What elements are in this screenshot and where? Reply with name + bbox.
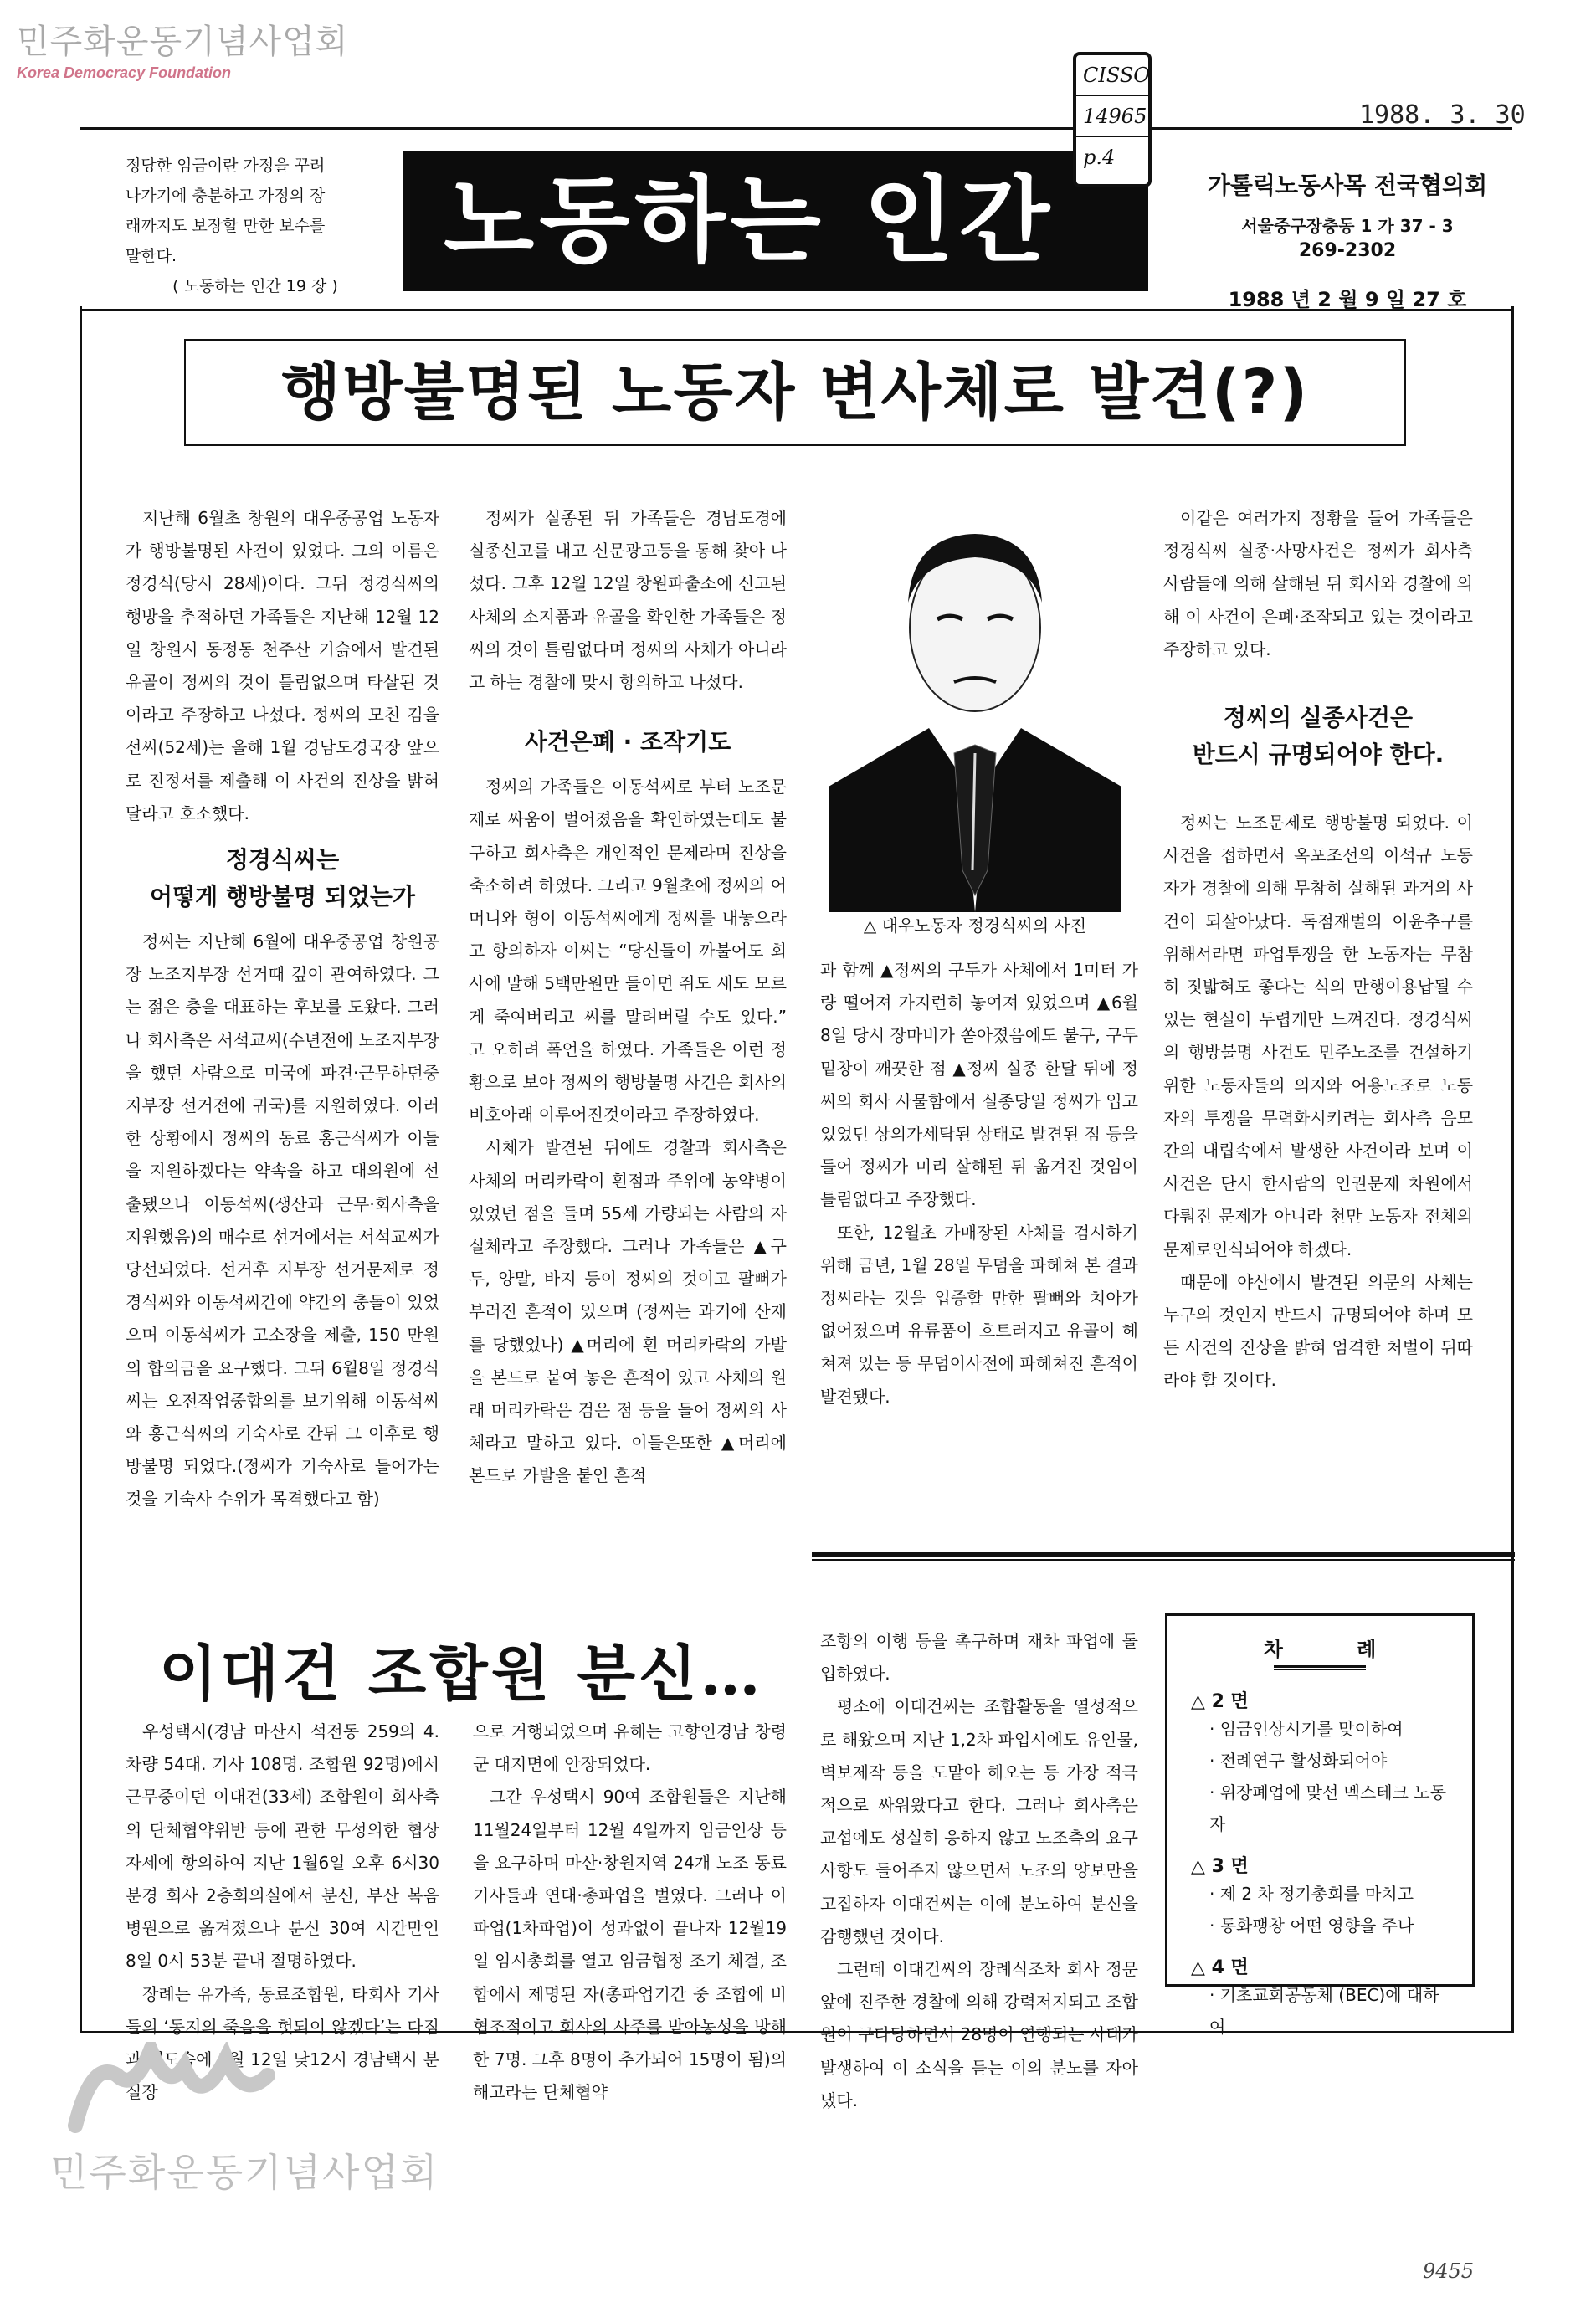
paragraph: 과 함께 ▲정씨의 구두가 사체에서 1미터 가량 떨어져 가지런히 놓여져 있었으며 ▲6월8일 당시 장마비가 쏟아졌음에도 불구, 구두밑창이 깨끗한 점 ▲정씨 실종 한달 뒤에 정씨의 회사 사물함에서 실종당일 정씨가 입고 있었던 상의가세탁된 상태로 발견된 점 등을 들어 정씨가 미리 살해된 뒤 옮겨진 것임이 틀림없다고 주장했다.: [820, 960, 1138, 1210]
publisher-address: 서울중구장충동 1 가 37 - 3: [1241, 216, 1454, 236]
article2-column-2: [473, 1716, 787, 2109]
stamp-line: p.4: [1083, 146, 1116, 169]
watermark-figure-icon: [59, 2042, 293, 2142]
stamp-line: CISSO: [1076, 55, 1148, 96]
date-stamp: 1988. 3. 30: [1359, 100, 1526, 130]
newspaper-title: 노동하는 인간: [403, 151, 1148, 291]
main-headline: 행방불명된 노동자 변사체로 발견(?): [184, 339, 1406, 446]
subheading-line: 반드시 규명되어야 한다.: [1192, 741, 1445, 769]
subheading: [126, 842, 439, 915]
masthead-motto: [126, 151, 385, 301]
watermark-figure: [59, 2042, 293, 2146]
publisher-name: 가톨릭노동사목 전국협의회: [1207, 172, 1488, 199]
watermark-org-en: Korea Democracy Foundation: [17, 64, 232, 81]
paragraph: 때문에 야산에서 발견된 의문의 사체는 누구의 것인지 반드시 규명되어야 하며 모든 사건의 진상을 밝혀 엄격한 처벌이 뒤따라야 할 것이다.: [1163, 1271, 1473, 1391]
toc-item: · 임금인상시기를 맞이하여: [1209, 1719, 1404, 1739]
paragraph: 정씨는 노조문제로 행방불명 되었다. 이 사건을 접하면서 옥포조선의 이석규 노동자가 경찰에 의해 무참히 살해된 과거의 사건이 되살아났다. 독점재벌의 이윤추구를 위해서라면 파업투쟁을 한 노동자는 무참히 짓밟혀도 좋다는 식의 만행이용납될 수 있는 현실이 두렵게만 느껴진다. 정경식씨의 행방불명 사건도 민주노조를 건설하기 위한 노동자들의 의지와 어용노조로 노동자의 투쟁을 무력화시키려는 회사측 음모간의 대립속에서 발생한 사건이라 보며 이 사건은 단시 한사람의 인권문제 차원에서 다뤄진 문제가 아니라 천만 노동자 전체의 문제로인식되어야 하겠다.: [1163, 813, 1473, 1259]
publisher-phone: 269-2302: [1298, 240, 1397, 261]
stamp-line: 14965: [1076, 96, 1148, 137]
motto-line: 말한다.: [126, 247, 177, 265]
photo-caption: △ 대우노동자 정경식씨의 사진: [863, 915, 1087, 936]
paragraph: 이같은 여러가지 정황을 들어 가족들은 정경식씨 실종·사망사건은 정씨가 회사측 사람들에 의해 살해된 뒤 회사와 경찰에 의해 이 사건이 은폐·조작되고 있는 것이라고 주장하고 있다.: [1163, 508, 1473, 659]
publisher-info: [1188, 167, 1506, 312]
article1-column-4: [1163, 502, 1473, 1398]
subheading-line: 어떻게 행방불명 되었는가: [149, 883, 416, 911]
toc-item: · 전례연구 활성화되어야: [1209, 1751, 1388, 1771]
motto-line: 래까지도 보장할 만한 보수를: [126, 217, 326, 235]
paragraph: 우성택시(경남 마산시 석전동 259의 4. 차량 54대. 기사 108명. 조합원 92명)에서 근무중이던 이대건(33세) 조합원이 회사측의 단체협약위반 등에 관한 무성의한 협상자세에 항의하여 지난 1월6일 오후 6시30분경 회사 2층회의실에서 분신, 부산 복음병원으로 옮겨졌으나 분신 30여 시간만인 8일 0시 53분 끝내 절명하였다.: [126, 1721, 439, 1972]
paragraph: 지난해 6월초 창원의 대우중공업 노동자가 행방불명된 사건이 있었다. 그의 이름은 정경식(당시 28세)이다. 그뒤 정경식씨의 행방을 추적하던 가족들은 지난해 12월 12일 창원시 동정동 천주산 기슭에서 발견된 유골이 정씨의 것이 틀림없으며 타살된 것이라고 주장하고 나섰다. 정씨의 모친 김을선씨(52세)는 올해 1월 경남도경국장 앞으로 진정서를 제출해 이 사건의 진상을 밝혀달라고 호소했다.: [126, 508, 439, 823]
archive-stamp: [1073, 52, 1152, 187]
paragraph: 정씨가 실종된 뒤 가족들은 경남도경에 실종신고를 내고 신문광고등을 통해 찾아 나섰다. 그후 12월 12일 창원파출소에 신고된 사체의 소지품과 유골을 확인한 가족들은 정씨의 것이 틀림없다며 정씨의 사체가 아니라고 하는 경찰에 맞서 항의하고 나섰다.: [469, 508, 787, 693]
table-of-contents: [1165, 1613, 1475, 2037]
paragraph: 평소에 이대건씨는 조합활동을 열성적으로 해왔으며 지난 1,2차 파업시에도 유인물, 벽보제작 등을 도맡아 해오는 등 가장 적극적으로 싸워왔다고 한다. 그러나 회사측은 교섭에도 성실히 응하지 않고 노조측의 요구사항도 들어주지 않으면서 노조의 양보만을 고집하자 이대건씨는 이에 분노하여 분신을 감행했던 것이다.: [820, 1696, 1138, 1946]
paragraph: 또한, 12월초 가매장된 사체를 검시하기 위해 금년, 1월 28일 무덤을 파헤쳐 본 결과 정씨라는 것을 입증할 만한 팔뻐와 치아가 없어졌으며 유류품이 흐트러지고 유골이 헤쳐져 있는 등 무덤이사전에 파헤쳐진 흔적이 발견됐다.: [820, 1222, 1138, 1407]
toc-item: · 통화팽창 어떤 영향을 주나: [1209, 1916, 1414, 1936]
subheading: [1163, 700, 1473, 773]
toc-section-label: △ 2 면: [1191, 1691, 1249, 1712]
toc-title: 차 례: [1263, 1638, 1410, 1661]
article1-column-1: [126, 502, 439, 1516]
article1-column-3: [820, 954, 1138, 1413]
toc-item: · 위장폐업에 맞선 멕스테크 노동자: [1209, 1782, 1446, 1834]
subheading-line: 정경식씨는: [225, 846, 340, 874]
motto-line: 나가기에 충분하고 가정의 장: [126, 187, 326, 205]
handwritten-note: 9455: [1423, 2259, 1475, 2283]
paragraph: 시체가 발견된 뒤에도 경찰과 회사측은 사체의 머리카락이 흰점과 주위에 농약병이 있었던 점을 들며 55세 가량되는 사람의 자실체라고 주장했다. 그러나 가족들은 ▲구두, 양말, 바지 등이 정씨의 것이고 팔뻐가 부러진 흔적이 있으며 (정씨는 과거에 산재를 당했었나) ▲머리에 흰 머리카락의 가발을 본드로 붙여 놓은 흔적이 있고 사체의 원래 머리카락은 검은 점 등을 들어 정씨의 사체라고 말하고 있다. 이들은또한 ▲머리에 본드로 가발을 붙인 흔적: [469, 1137, 787, 1486]
article2-column-3: [820, 1625, 1138, 2117]
paragraph: 정씨의 가족들은 이동석씨로 부터 노조문제로 싸움이 벌어졌음을 확인하였는데도 불구하고 회사측은 개인적인 문제라며 진상을 축소하려 하였다. 그리고 9월초에 정씨의 어머니와 형이 이동석씨에게 정씨를 내놓으라고 항의하자 이씨는 “당신들이 까불어도 회사에 말해 5백만원만 들이면 쥐도 새도 모르게 죽여버리고 씨를 말려버릴 수도 있다.” 고 오히려 폭언을 하였다. 가족들은 이런 정황으로 보아 정씨의 행방불명 사건은 회사의 비호아래 이루어진것이라고 주장하였다.: [469, 777, 787, 1126]
portrait-image: [829, 502, 1121, 912]
subheading: 사건은폐 · 조작기도: [524, 728, 731, 756]
watermark-logo: [17, 15, 348, 82]
article1-column-2: [469, 502, 787, 1493]
article2-headline: 이대건 조합원 분신…: [159, 1638, 764, 1709]
paragraph: 으로 거행되었으며 유해는 고향인경남 창령군 대지면에 안장되었다.: [473, 1721, 787, 1775]
watermark-bottom: 민주화운동기념사업회: [50, 2150, 439, 2195]
paragraph: 장례는 유가족, 동료조합원, 타회사 기사들의 ‘동지의 죽음을 헛되이 않겠다’는 다짐과 애도속에 1월 12일 낮12시 경남택시 분실장: [126, 1983, 439, 2103]
watermark-org-ko: 민주화운동기념사업회: [17, 23, 349, 61]
issue-date: 1988 년 2 월 9 일 27 호: [1228, 288, 1467, 311]
toc-item: · 제 2 차 정기총회를 마치고: [1209, 1884, 1414, 1904]
section-divider: [812, 1552, 1515, 1561]
portrait-photo: [829, 502, 1121, 912]
toc-section-label: △ 3 면: [1191, 1856, 1249, 1877]
toc-title-underline: [1274, 1665, 1366, 1670]
paragraph: 정씨는 지난해 6월에 대우중공업 창원공장 노조지부장 선거때 깊이 관여하였다. 그는 젊은 층을 대표하는 후보를 도왔다. 그러나 회사측은 서석교씨(수년전에 노조지부장을 했던 사람으로 미국에 파견·근무하던중 지부장 선거전에 귀국)를 지원하였다. 이러한 상황에서 정씨의 동료 홍근식씨가 이들을 지원하겠다는 약속을 하고 대의원에 선출됐으나 이동석씨(생산과 근무·회사측을 지원했음)의 매수로 선거에서는 서석교씨가 당선되었다. 선거후 지부장 선거문제로 정경식씨와 이동석씨간에 약간의 충돌이 있었으며 이동석씨가 고소장을 제출, 150 만원의 합의금을 요구했다. 그뒤 6월8일 정경식씨는 오전작업중합의를 보기위해 이동석씨와 홍근식씨의 기숙사로 간뒤 그 이후로 행방불명 되었다.(정씨가 기숙사로 들어가는 것을 기숙사 수위가 목격했다고 함): [126, 931, 439, 1510]
toc-item: · 기초교회공동체 (BEC)에 대하여: [1209, 1985, 1439, 2037]
motto-source: ( 노동하는 인간 19 장 ): [172, 277, 338, 295]
subheading-line: 정씨의 실종사건은: [1223, 704, 1414, 732]
paragraph: 그간 우성택시 90여 조합원들은 지난해 11월24일부터 12월 4일까지 임금인상 등을 요구하며 마산·창원지역 24개 노조 동료기사들과 연대·총파업을 벌였다. 그러나 이 파업(1차파업)이 성과없이 끝나자 12월19일 임시총회를 열고 임금협정 조기 체결, 조합에서 제명된 자(총파업기간 중 조합에 비협조적이고 회사의 사주를 받아농성을 방해한 7명. 그후 8명이 추가되어 15명이 됨)의 해고라는 단체협약: [473, 1787, 787, 2103]
motto-line: 정당한 임금이란 가정을 꾸려: [126, 156, 326, 175]
paragraph: 그런데 이대건씨의 장례식조차 회사 정문앞에 진주한 경찰에 의해 강력저지되고 조합원이 구타당하면서 28명이 연행되는 사태가 발생하여 이 소식을 듣는 이의 분노를 자아냈다.: [820, 1959, 1138, 2110]
paragraph: 조항의 이행 등을 촉구하며 재차 파업에 돌입하였다.: [820, 1631, 1138, 1685]
toc-section-label: △ 4 면: [1191, 1957, 1249, 1978]
